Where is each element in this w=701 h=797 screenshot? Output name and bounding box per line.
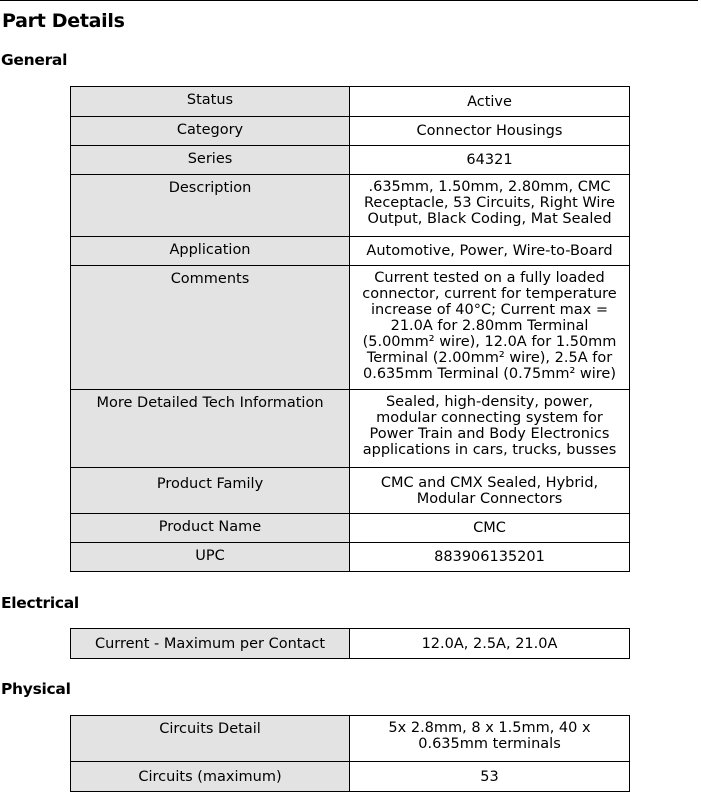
row-label: Product Family <box>71 468 350 514</box>
row-value: Sealed, high-density, power, modular connecting system for Power Train and Body Electronics applications in cars, trucks, busses <box>350 390 630 468</box>
table-row <box>71 87 630 117</box>
table-row <box>71 716 630 762</box>
row-value: 64321 <box>350 146 630 175</box>
table-row <box>71 629 630 659</box>
row-value: Current tested on a fully loaded connector, current for temperature increase of 40°C; Current max = 21.0A for 2.80mm Terminal (5.00mm² wire), 12.0A for 1.50mm Terminal (2.00mm² wire), 2.5A for 0.635mm Terminal (0.75mm² wire) <box>350 266 630 390</box>
general-table <box>70 86 630 572</box>
row-label: More Detailed Tech Information <box>71 390 350 468</box>
table-row <box>71 514 630 543</box>
table-row <box>71 146 630 175</box>
row-value: Connector Housings <box>350 117 630 146</box>
table-row <box>71 390 630 468</box>
row-label: Comments <box>71 266 350 390</box>
table-row <box>71 237 630 266</box>
row-value: 12.0A, 2.5A, 21.0A <box>350 629 630 659</box>
row-value: .635mm, 1.50mm, 2.80mm, CMC Receptacle, 53 Circuits, Right Wire Output, Black Coding, Mat Sealed <box>350 175 630 237</box>
row-value: 5x 2.8mm, 8 x 1.5mm, 40 x 0.635mm terminals <box>350 716 630 762</box>
row-label: Circuits (maximum) <box>71 762 350 792</box>
table-row <box>71 175 630 237</box>
table-row <box>71 543 630 572</box>
table-row <box>71 762 630 792</box>
row-label: Description <box>71 175 350 237</box>
row-label: Circuits Detail <box>71 716 350 762</box>
row-label: Product Name <box>71 514 350 543</box>
row-label: Status <box>71 87 350 117</box>
row-value: Automotive, Power, Wire-to-Board <box>350 237 630 266</box>
row-value: Active <box>350 87 630 117</box>
row-value: 883906135201 <box>350 543 630 572</box>
row-label: Current - Maximum per Contact <box>71 629 350 659</box>
section-heading-physical: Physical <box>1 680 71 698</box>
row-value: CMC and CMX Sealed, Hybrid, Modular Connectors <box>350 468 630 514</box>
table-row <box>71 468 630 514</box>
table-row <box>71 266 630 390</box>
row-label: Application <box>71 237 350 266</box>
row-label: UPC <box>71 543 350 572</box>
section-heading-electrical: Electrical <box>1 594 79 612</box>
physical-table <box>70 715 630 792</box>
row-value: CMC <box>350 514 630 543</box>
top-divider <box>0 0 698 1</box>
table-row <box>71 117 630 146</box>
section-heading-general: General <box>1 51 68 69</box>
row-label: Category <box>71 117 350 146</box>
row-label: Series <box>71 146 350 175</box>
row-value: 53 <box>350 762 630 792</box>
electrical-table <box>70 628 630 659</box>
page-title: Part Details <box>2 10 125 32</box>
